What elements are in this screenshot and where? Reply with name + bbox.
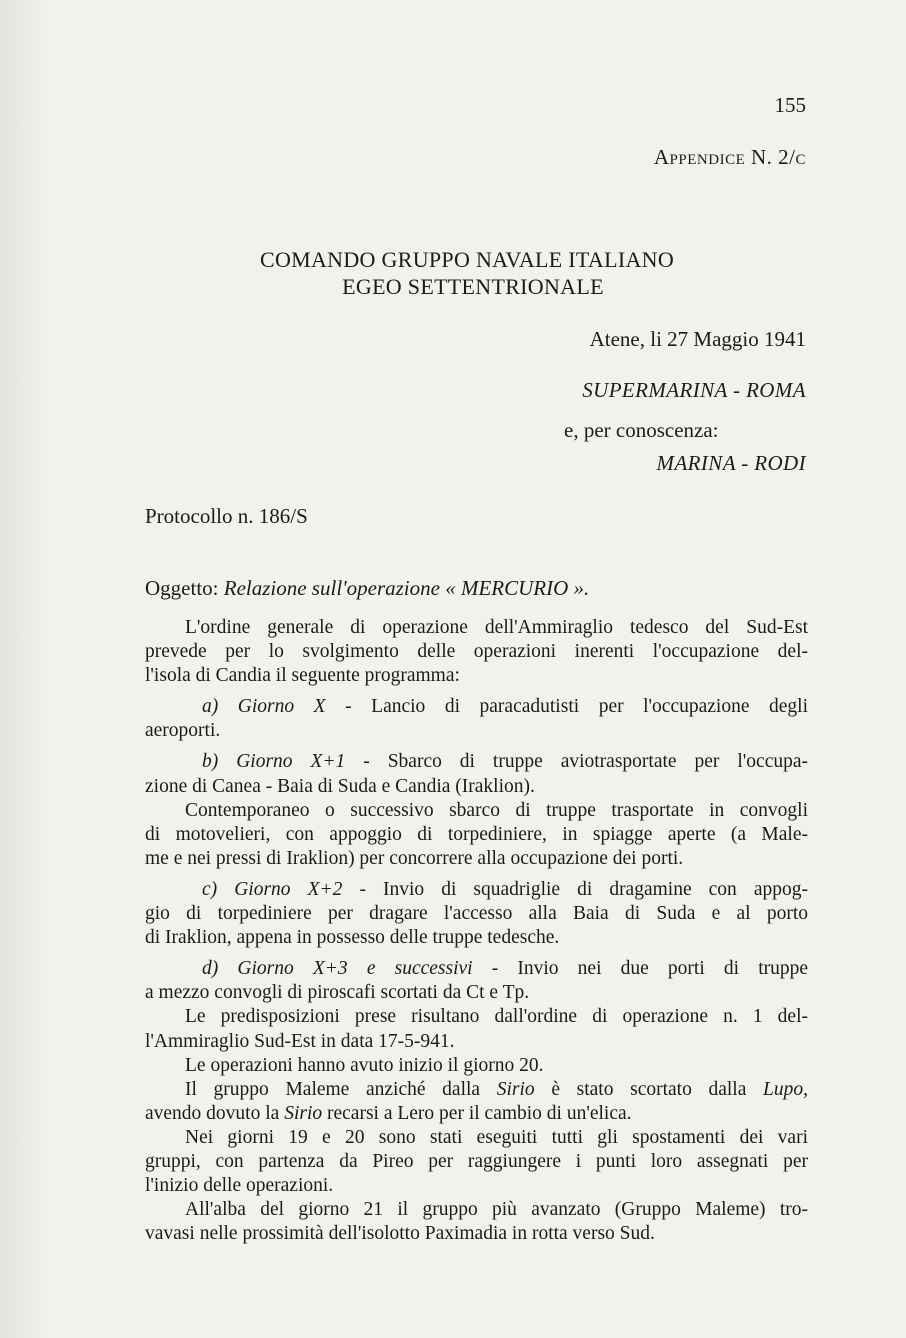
text-line: l'isola di Candia il seguente programma: bbox=[145, 665, 460, 687]
page-number: 155 bbox=[774, 93, 806, 117]
item-b bbox=[145, 750, 808, 798]
item-c-label: c) Giorno X+2 bbox=[202, 878, 343, 900]
text-line: di Iraklion, appena in possesso delle truppe tedesche. bbox=[145, 927, 560, 949]
letter-body bbox=[145, 616, 808, 1246]
binding-shadow bbox=[0, 0, 50, 1338]
item-a-text: - Lancio di paracadutisti per l'occupazione degli bbox=[345, 696, 809, 718]
item-c-text: - Invio di squadriglie di dragamine con appog- bbox=[359, 878, 809, 900]
text-line: Nei giorni 19 e 20 sono stati eseguiti tutti gli spostamenti dei vari bbox=[185, 1126, 808, 1148]
paragraph-2 bbox=[145, 799, 808, 871]
letterhead-line-1: COMANDO GRUPPO NAVALE ITALIANO bbox=[259, 247, 675, 272]
text-line: di motovelieri, con appoggio di torpediniere, in spiagge aperte (a Male- bbox=[145, 823, 808, 845]
paragraph-1 bbox=[145, 616, 808, 688]
text-line bbox=[145, 695, 808, 719]
text-line: L'ordine generale di operazione dell'Ammiraglio tedesco del Sud-Est bbox=[185, 617, 808, 638]
text-line bbox=[145, 878, 808, 902]
paragraph-5 bbox=[145, 1078, 808, 1126]
text-line: aeroporti. bbox=[145, 720, 221, 742]
text-line: Le predisposizioni prese risultano dall'ordine di operazione n. 1 del- bbox=[185, 1006, 808, 1028]
letterhead-line-2: EGEO SETTENTRIONALE bbox=[342, 274, 604, 299]
text-line: avendo dovuto la Sirio recarsi a Lero per il cambio di un'elica. bbox=[145, 1102, 632, 1124]
subject-line bbox=[145, 576, 589, 601]
item-d-label: d) Giorno X+3 e successivi bbox=[202, 958, 473, 980]
addressee-primary: SUPERMARINA - ROMA bbox=[582, 378, 806, 402]
addressee-secondary: MARINA - RODI bbox=[656, 451, 806, 475]
subject-text: Relazione sull'operazione « MERCURIO ». bbox=[223, 576, 590, 600]
paragraph-3 bbox=[145, 1005, 808, 1053]
item-c bbox=[145, 878, 808, 950]
item-a-label: a) Giorno X bbox=[202, 696, 326, 718]
appendix-label: Appendice N. 2/c bbox=[653, 145, 806, 169]
text-line: prevede per lo svolgimento delle operazioni inerenti l'occupazione del- bbox=[145, 641, 808, 663]
paragraph-6 bbox=[145, 1126, 808, 1198]
text-line: vavasi nelle prossimità dell'isolotto Paximadia in rotta verso Sud. bbox=[145, 1223, 655, 1245]
text-line: Il gruppo Maleme anziché dalla Sirio è stato scortato dalla Lupo, bbox=[185, 1078, 809, 1100]
item-d bbox=[145, 957, 808, 1005]
item-b-label: b) Giorno X+1 bbox=[202, 751, 346, 773]
ship-name-sirio: Sirio bbox=[284, 1102, 323, 1124]
text-line: l'Ammiraglio Sud-Est in data 17-5-941. bbox=[145, 1030, 455, 1052]
text-line: me e nei pressi di Iraklion) per concorrere alla occupazione dei porti. bbox=[145, 847, 684, 869]
paragraph-4 bbox=[145, 1054, 808, 1078]
dateline: Atene, li 27 Maggio 1941 bbox=[589, 327, 806, 351]
text-line: gruppi, con partenza da Pireo per raggiungere i punti loro assegnati per bbox=[145, 1150, 808, 1172]
ship-name-sirio: Sirio bbox=[496, 1078, 535, 1100]
text-line bbox=[145, 750, 808, 774]
item-d-text: - Invio nei due porti di truppe bbox=[491, 958, 809, 980]
item-b-text: - Sbarco di truppe aviotrasportate per l'occupa- bbox=[363, 751, 808, 773]
subject-label: Oggetto: bbox=[145, 576, 219, 600]
text-line: Contemporaneo o successivo sbarco di truppe trasportate in convogli bbox=[185, 799, 808, 821]
item-a bbox=[145, 695, 808, 743]
text-line: All'alba del giorno 21 il gruppo più avanzato (Gruppo Maleme) tro- bbox=[185, 1199, 808, 1221]
addressee-cc-label: e, per conoscenza: bbox=[564, 418, 719, 442]
text-line: l'inizio delle operazioni. bbox=[145, 1175, 334, 1197]
text-line: gio di torpediniere per dragare l'accesso alla Baia di Suda e al porto bbox=[145, 903, 808, 925]
protocol-number: Protocollo n. 186/S bbox=[145, 504, 308, 528]
ship-name-lupo: Lupo, bbox=[763, 1078, 809, 1100]
text-line: zione di Canea - Baia di Suda e Candia (Iraklion). bbox=[145, 775, 535, 797]
text-line: a mezzo convogli di piroscafi scortati da Ct e Tp. bbox=[145, 982, 530, 1004]
paragraph-7 bbox=[145, 1198, 808, 1246]
text-line bbox=[145, 957, 808, 981]
text-line: Le operazioni hanno avuto inizio il giorno 20. bbox=[185, 1054, 544, 1076]
